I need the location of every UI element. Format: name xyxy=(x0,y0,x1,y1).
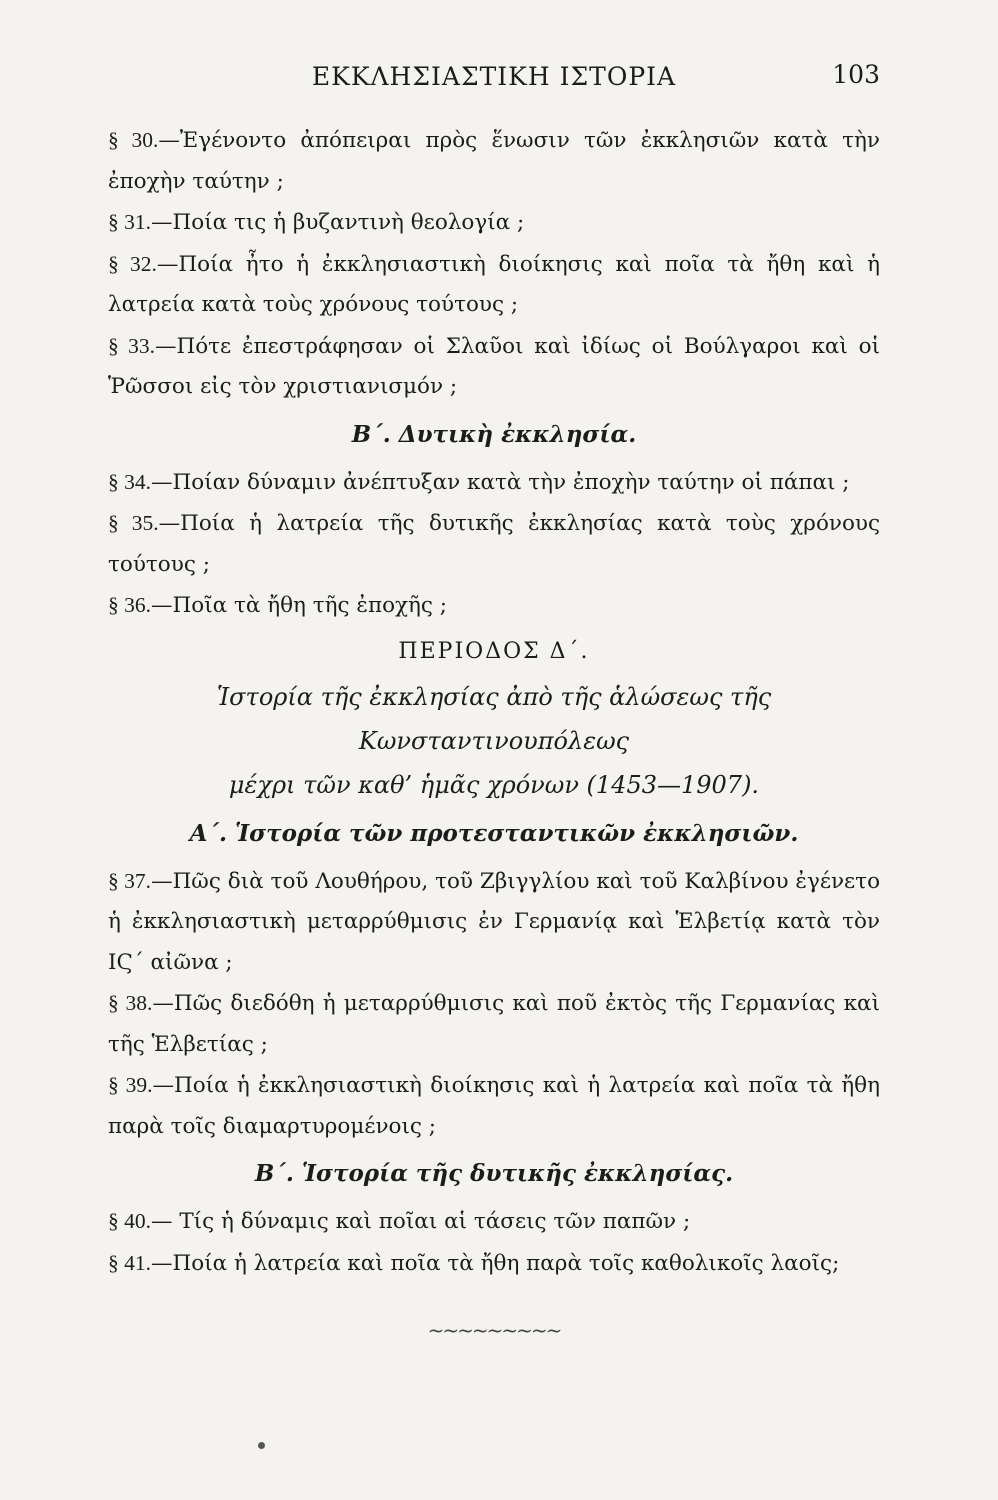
question-text: —Πῶς διὰ τοῦ Λουθήρου, τοῦ Ζβιγγλίου καὶ τοῦ Καλβίνου ἐγένετο ἡ ἐκκλησιαστικὴ μεταρρύθμισις ἐν Γερμανίᾳ καὶ Ἑλβετίᾳ κατὰ τὸν ΙϚ΄ αἰῶνα ; xyxy=(108,868,881,975)
question-number: § 36. xyxy=(108,593,151,617)
question-number: § 38. xyxy=(108,991,153,1015)
question-34 xyxy=(108,462,880,504)
question-number: § 37. xyxy=(108,868,152,893)
question-37 xyxy=(108,861,880,984)
question-text: —Ποία ἡ λατρεία καὶ ποῖα τὰ ἤθη παρὰ τοῖς καθολικοῖς λαοῖς; xyxy=(151,1250,840,1276)
question-text: —Ποία ἦτο ἡ ἐκκλησιαστικὴ διοίκησις καὶ ποῖα τὰ ἤθη καὶ ἡ λατρεία κατὰ τοὺς χρόνους τούτους ; xyxy=(108,251,881,317)
question-39 xyxy=(108,1065,880,1147)
question-38 xyxy=(108,983,880,1065)
question-number: § 41. xyxy=(108,1250,151,1275)
running-head xyxy=(108,58,880,98)
question-number: § 33. xyxy=(108,333,155,358)
section-heading-western-church-history: Β΄. Ἱστορία τῆς δυτικῆς ἐκκλησίας. xyxy=(254,1160,734,1187)
question-text: — Τίς ἡ δύναμις καὶ ποῖαι αἱ τάσεις τῶν παπῶν ; xyxy=(151,1209,691,1234)
question-31 xyxy=(108,202,880,244)
question-33 xyxy=(108,326,880,408)
closing-ornament-rule: ~~~~~~~~~ xyxy=(427,1318,561,1342)
period-heading: ΠΕΡΙΟΔΟΣ Δ΄. xyxy=(398,638,590,664)
question-number: § 39. xyxy=(108,1073,153,1097)
period-subtitle-line2: μέχρι τῶν καθ’ ἡμᾶς χρόνων (1453—1907). xyxy=(228,770,760,799)
question-text: —Πότε ἐπεστράφησαν οἱ Σλαῦοι καὶ ἰδίως οἱ Βούλγαροι καὶ οἱ Ῥῶσσοι εἰς τὸν χριστιανισμόν ; xyxy=(108,333,880,399)
question-number: § 30. xyxy=(108,128,159,152)
question-40 xyxy=(108,1201,880,1243)
question-number: § 35. xyxy=(108,511,159,535)
question-number: § 34. xyxy=(108,469,151,494)
question-text: —Ποῖα τὰ ἤθη τῆς ἐποχῆς ; xyxy=(151,593,448,618)
section-heading-protestant-churches: Α΄. Ἱστορία τῶν προτεσταντικῶν ἐκκλησιῶν. xyxy=(189,819,799,847)
question-32 xyxy=(108,244,880,326)
question-number: § 31. xyxy=(108,210,151,234)
question-text: —Πῶς διεδόθη ἡ μεταρρύθμισις καὶ ποῦ ἐκτὸς τῆς Γερμανίας καὶ τῆς Ἑλβετίας ; xyxy=(108,991,880,1057)
question-text: —Ποία ἡ ἐκκλησιαστικὴ διοίκησις καὶ ἡ λατρεία καὶ ποῖα τὰ ἤθη παρὰ τοῖς διαμαρτυρομένοις ; xyxy=(108,1073,880,1139)
period-subtitle-line1: Ἱστορία τῆς ἐκκλησίας ἀπὸ τῆς ἁλώσεως τῆς Κωνσταντινουπόλεως xyxy=(216,682,772,755)
print-speck xyxy=(258,1442,265,1449)
question-35 xyxy=(108,503,880,585)
question-41 xyxy=(108,1243,880,1285)
question-30 xyxy=(108,120,880,202)
question-text: —Ποία ἡ λατρεία τῆς δυτικῆς ἐκκλησίας κατὰ τοὺς χρόνους τούτους ; xyxy=(108,511,881,577)
question-36 xyxy=(108,585,880,627)
question-text: —Ποία τις ἡ βυζαντινὴ θεολογία ; xyxy=(151,210,525,235)
question-text: —Ἐγένοντο ἀπόπειραι πρὸς ἕνωσιν τῶν ἐκκλησιῶν κατὰ τὴν ἐποχὴν ταύτην ; xyxy=(108,128,880,194)
running-title: ΕΚΚΛΗΣΙΑΣΤΙΚΗ ΙΣΤΟΡΙΑ xyxy=(311,62,677,91)
section-heading-western-church: Β΄. Δυτικὴ ἐκκλησία. xyxy=(351,420,637,448)
question-number: § 32. xyxy=(108,251,157,276)
question-text: —Ποίαν δύναμιν ἀνέπτυξαν κατὰ τὴν ἐποχὴν ταύτην οἱ πάπαι ; xyxy=(151,469,850,495)
body-text xyxy=(108,120,880,1351)
question-number: § 40. xyxy=(108,1209,151,1233)
page-number: 103 xyxy=(832,60,880,89)
